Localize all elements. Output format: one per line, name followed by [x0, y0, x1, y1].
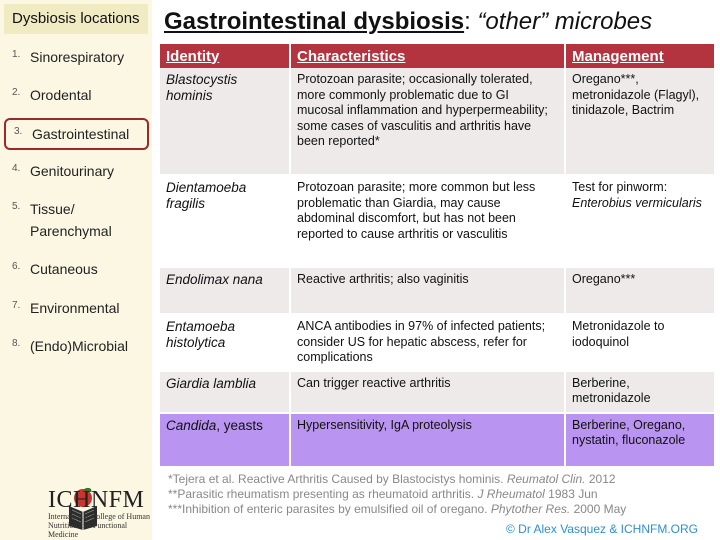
title-italic: “other” microbes	[477, 8, 653, 35]
sidebar-item-number: 7.	[12, 300, 21, 311]
sidebar-item-label: Sinorespiratory	[30, 49, 125, 65]
cell-management: Berberine, Oregano, nystatin, fluconazole	[565, 413, 715, 466]
sidebar-item-number: 4.	[12, 163, 21, 174]
sidebar-item-label: Genitourinary	[30, 163, 115, 179]
table-row	[160, 175, 715, 267]
sidebar-item-cutaneous[interactable]	[4, 258, 149, 280]
sidebar-item-label: Tissue/ Parenchymal	[30, 201, 112, 239]
cell-identity: Giardia lamblia	[160, 371, 290, 413]
table-row	[160, 314, 715, 371]
cell-identity: Dientamoeba fragilis	[160, 175, 290, 267]
cell-characteristics: ANCA antibodies in 97% of infected patients; consider US for hepatic abscess, refer for complications	[290, 314, 565, 371]
sidebar-item-label: Orodental	[30, 87, 92, 103]
title-colon: :	[464, 8, 478, 35]
sidebar-item-endomicrobial[interactable]	[4, 335, 149, 357]
column-header-characteristics: Characteristics	[290, 44, 565, 68]
sidebar-item-number: 6.	[12, 261, 21, 272]
cell-management: Oregano***, metronidazole (Flagyl), tinidazole, Bactrim	[565, 68, 715, 175]
cell-management: Berberine, metronidazole	[565, 371, 715, 413]
sidebar-item-gastrointestinal[interactable]	[4, 118, 149, 150]
cell-characteristics: Reactive arthritis; also vaginitis	[290, 267, 565, 314]
sidebar-item-tissue-parenchymal[interactable]	[4, 198, 149, 242]
cell-identity: Entamoeba histolytica	[160, 314, 290, 371]
sidebar-title: Dysbiosis locations	[4, 4, 148, 34]
sidebar-item-number: 1.	[12, 49, 21, 60]
table-header-row	[160, 44, 715, 68]
cell-identity: Endolimax nana	[160, 267, 290, 314]
cell-management: Test for pinworm: Enterobius vermicularis	[565, 175, 715, 267]
column-header-identity: Identity	[160, 44, 290, 68]
sidebar-item-number: 2.	[12, 87, 21, 98]
reference-item: ***Inhibition of enteric parasites by emulsified oil of oregano. Phytother Res. 2000 May	[168, 502, 627, 516]
references	[168, 472, 626, 517]
column-header-management: Management	[565, 44, 715, 68]
reference-item: *Tejera et al. Reactive Arthritis Caused by Blastocistys hominis. Reumatol Clin. 2012	[168, 472, 616, 486]
cell-management: Oregano***	[565, 267, 715, 314]
sidebar-item-label: Environmental	[30, 300, 120, 316]
copyright-notice: © Dr Alex Vasquez & ICHNFM.ORG	[506, 522, 698, 536]
sidebar-item-number: 3.	[14, 126, 23, 137]
sidebar-item-number: 5.	[12, 201, 21, 212]
sidebar-item-label: Cutaneous	[30, 261, 98, 277]
logo-name: ICHNFM	[48, 487, 145, 513]
cell-characteristics: Can trigger reactive arthritis	[290, 371, 565, 413]
cell-management: Metronidazole to iodoquinol	[565, 314, 715, 371]
cell-identity: Blastocystis hominis	[160, 68, 290, 175]
sidebar-item-environmental[interactable]	[4, 297, 149, 319]
table-row	[160, 267, 715, 314]
sidebar-item-label: (Endo)Microbial	[30, 338, 129, 354]
sidebar-item-number: 8.	[12, 338, 21, 349]
cell-characteristics: Hypersensitivity, IgA proteolysis	[290, 413, 565, 466]
sidebar-item-orodental[interactable]	[4, 84, 149, 106]
table-row	[160, 371, 715, 413]
title-main: Gastrointestinal dysbiosis	[164, 8, 465, 35]
table-row	[160, 68, 715, 175]
cell-characteristics: Protozoan parasite; occasionally tolerated, more commonly problematic due to GI mucosal inflammation and hyperpermeability; some cases of vasculitis and arthritis have been reported*	[290, 68, 565, 175]
page-title	[164, 8, 652, 36]
sidebar-item-genitourinary[interactable]	[4, 160, 149, 182]
sidebar	[0, 0, 152, 540]
sidebar-item-label: Gastrointestinal	[32, 126, 130, 142]
sidebar-item-sinorespiratory[interactable]	[4, 46, 149, 68]
microbes-table	[160, 44, 716, 466]
cell-characteristics: Protozoan parasite; more common but less problematic than Giardia, may cause abdominal discomfort, but has not been reported to cause arthritis or vasculitis	[290, 175, 565, 267]
table-row	[160, 413, 715, 466]
cell-identity: Candida, yeasts	[160, 413, 290, 466]
reference-item: **Parasitic rheumatism presenting as rheumatoid arthritis. J Rheumatol 1983 Jun	[168, 487, 598, 501]
logo-subtitle: International College of Human Nutrition and Functional Medicine	[48, 512, 150, 539]
